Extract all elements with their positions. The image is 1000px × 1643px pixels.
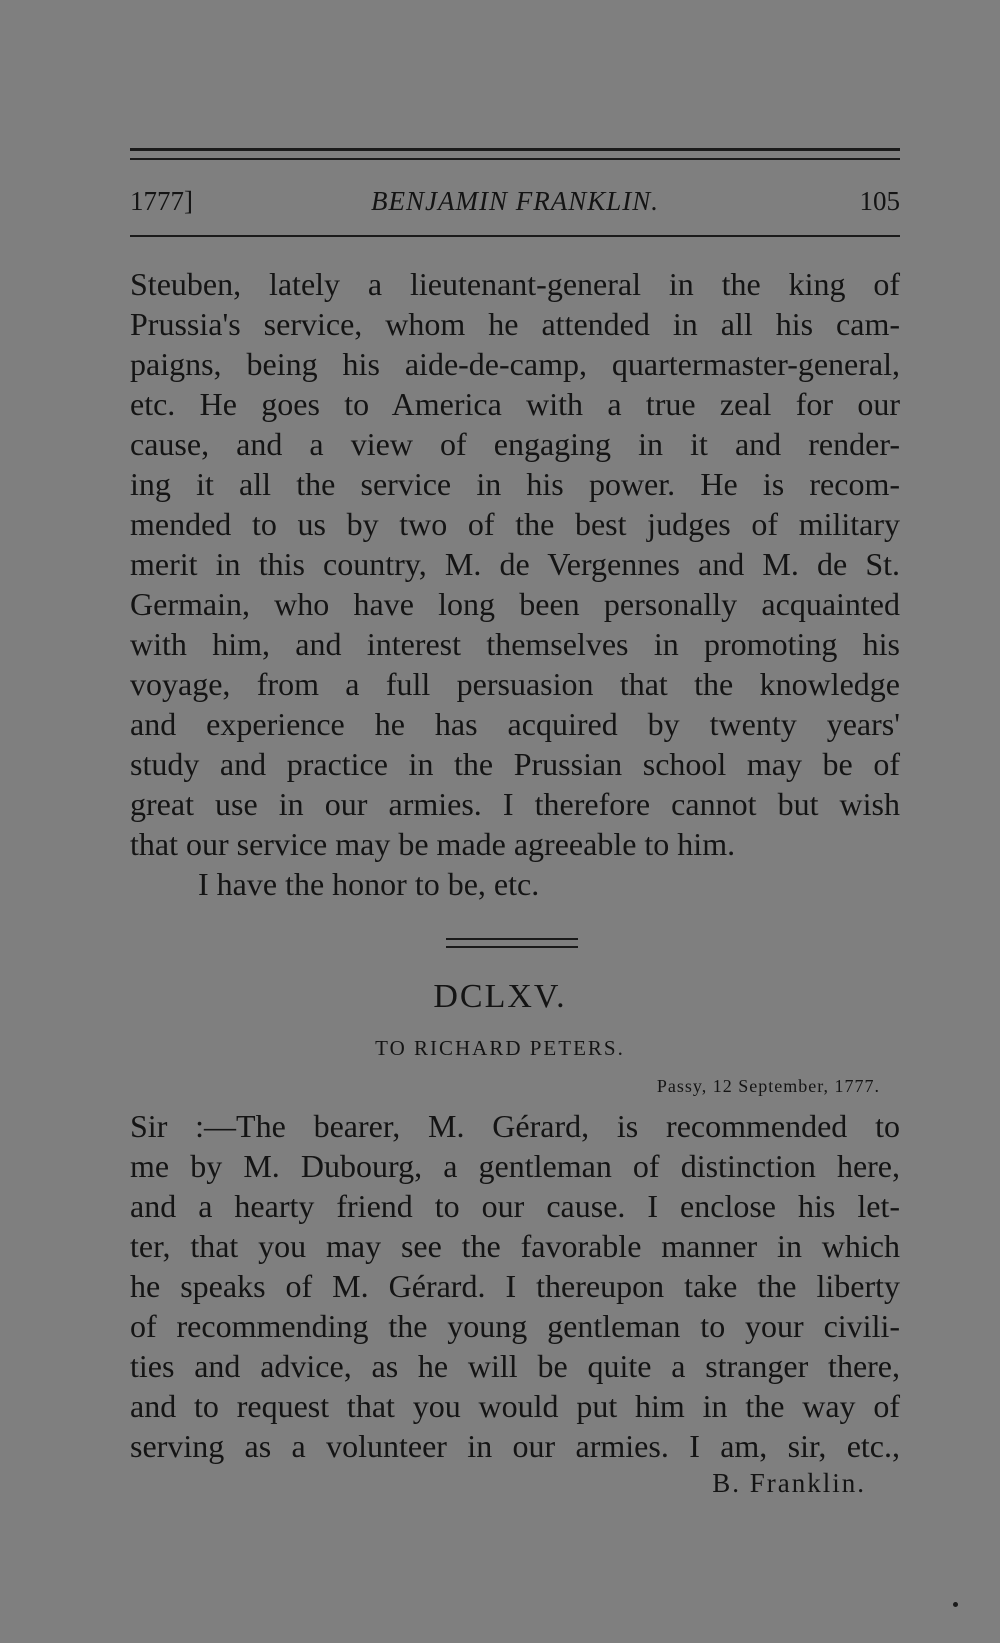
header-rule: [130, 235, 900, 237]
body-line: mended to us by two of the best judges of military: [130, 506, 900, 542]
body-line: that our service may be made agreeable to him.: [130, 826, 736, 862]
body-line: Steuben, lately a lieutenant-general in the king of: [130, 266, 900, 302]
header-year: 1777]: [130, 186, 193, 216]
letter-line: ter, that you may see the favorable manner in which: [130, 1228, 900, 1264]
letter-line: Sir :—The bearer, M. Gérard, is recommended to: [130, 1108, 900, 1144]
letter-number: DCLXV.: [433, 978, 567, 1015]
closing-line: I have the honor to be, etc.: [198, 866, 540, 902]
print-speck: [953, 1602, 958, 1607]
body-line: voyage, from a full persuasion that the knowledge: [130, 666, 900, 702]
top-rule-thin: [130, 158, 900, 160]
running-header: [130, 186, 900, 222]
letter-line: and a hearty friend to our cause. I enclose his let-: [130, 1188, 900, 1224]
letter-line: he speaks of M. Gérard. I thereupon take the liberty: [130, 1268, 900, 1304]
body-line: study and practice in the Prussian school may be of: [130, 746, 900, 782]
body-line: ing it all the service in his power. He is recom-: [130, 466, 900, 502]
section-separator-bottom: [446, 946, 578, 948]
body-line: Prussia's service, whom he attended in all his cam-: [130, 306, 900, 342]
body-line: Germain, who have long been personally acquainted: [130, 586, 900, 622]
letter-line: ties and advice, as he will be quite a stranger there,: [130, 1348, 900, 1384]
dateline-place: Passy,: [656, 1076, 708, 1096]
letter-line: me by M. Dubourg, a gentleman of distinction here,: [130, 1148, 900, 1184]
top-rule-thick: [130, 148, 900, 151]
body-line: merit in this country, M. de Vergennes and M. de St.: [130, 546, 900, 582]
dateline-date: 12 September, 1777.: [712, 1076, 880, 1096]
section-separator-top: [446, 938, 578, 940]
letter-dateline: [657, 1076, 880, 1097]
signature: B. Franklin.: [712, 1468, 866, 1498]
body-line: etc. He goes to America with a true zeal for our: [130, 386, 900, 422]
body-line: cause, and a view of engaging in it and render-: [130, 426, 900, 462]
letter-line: serving as a volunteer in our armies. I am, sir, etc.,: [130, 1428, 900, 1464]
page-number: 105: [859, 186, 900, 216]
header-title: BENJAMIN FRANKLIN.: [371, 186, 659, 216]
body-line: great use in our armies. I therefore cannot but wish: [130, 786, 900, 822]
body-line: paigns, being his aide-de-camp, quartermaster-general,: [130, 346, 900, 382]
letter-recipient: TO RICHARD PETERS.: [375, 1036, 625, 1060]
body-line: with him, and interest themselves in promoting his: [130, 626, 900, 662]
letter-line: and to request that you would put him in the way of: [130, 1388, 900, 1424]
body-line: and experience he has acquired by twenty years': [130, 706, 900, 742]
letter-line: of recommending the young gentleman to your civili-: [130, 1308, 900, 1344]
